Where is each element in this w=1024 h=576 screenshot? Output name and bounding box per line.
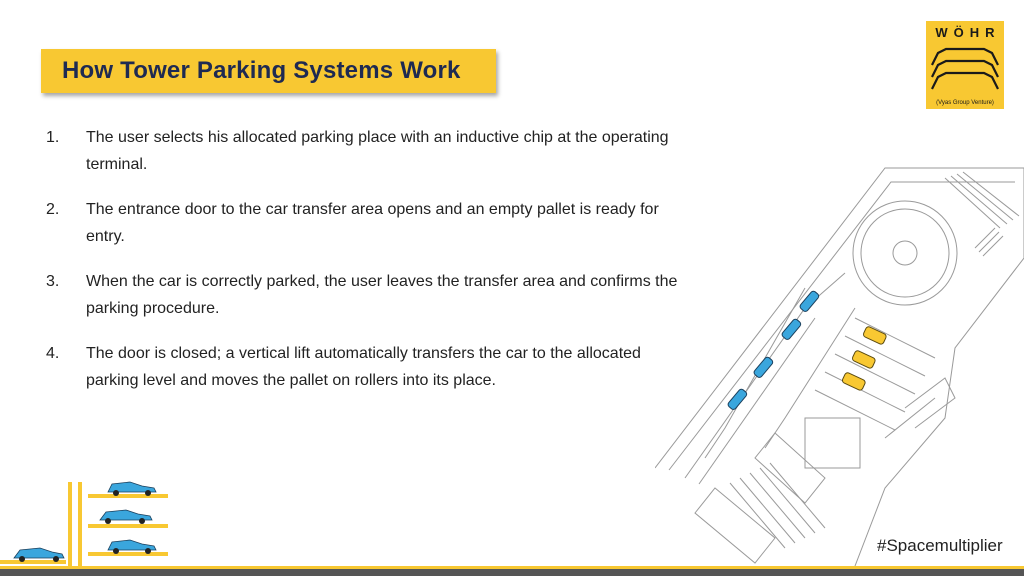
parking-levels-icon <box>926 43 1004 95</box>
wohr-logo <box>926 21 1004 109</box>
step-number: 3. <box>46 273 60 290</box>
list-item <box>46 268 686 322</box>
step-number: 1. <box>46 129 60 146</box>
step-number: 2. <box>46 201 60 218</box>
car-lift-illustration <box>0 472 175 566</box>
step-text: The user selects his allocated parking place with an inductive chip at the operating terminal. <box>86 129 669 173</box>
step-number: 4. <box>46 345 60 362</box>
list-item <box>46 124 686 178</box>
step-text: The entrance door to the car transfer area opens and an empty pallet is ready for entry. <box>86 201 659 245</box>
logo-tagline: (Vyas Group Venture) <box>936 100 994 106</box>
bottom-bar-accent <box>0 566 1024 569</box>
page-title: How Tower Parking Systems Work <box>62 57 461 84</box>
title-banner <box>41 49 496 93</box>
list-item <box>46 340 686 394</box>
parking-floorplan-illustration <box>655 158 1024 566</box>
step-text: The door is closed; a vertical lift automatically transfers the car to the allocated parking level and moves the pallet on rollers into its place. <box>86 345 641 389</box>
list-item <box>46 196 686 250</box>
steps-list <box>46 124 686 412</box>
step-text: When the car is correctly parked, the user leaves the transfer area and confirms the parking procedure. <box>86 273 678 317</box>
bottom-bar <box>0 566 1024 576</box>
logo-brand: WÖHR <box>935 25 1001 40</box>
hashtag-caption: #Spacemultiplier <box>877 536 1003 555</box>
